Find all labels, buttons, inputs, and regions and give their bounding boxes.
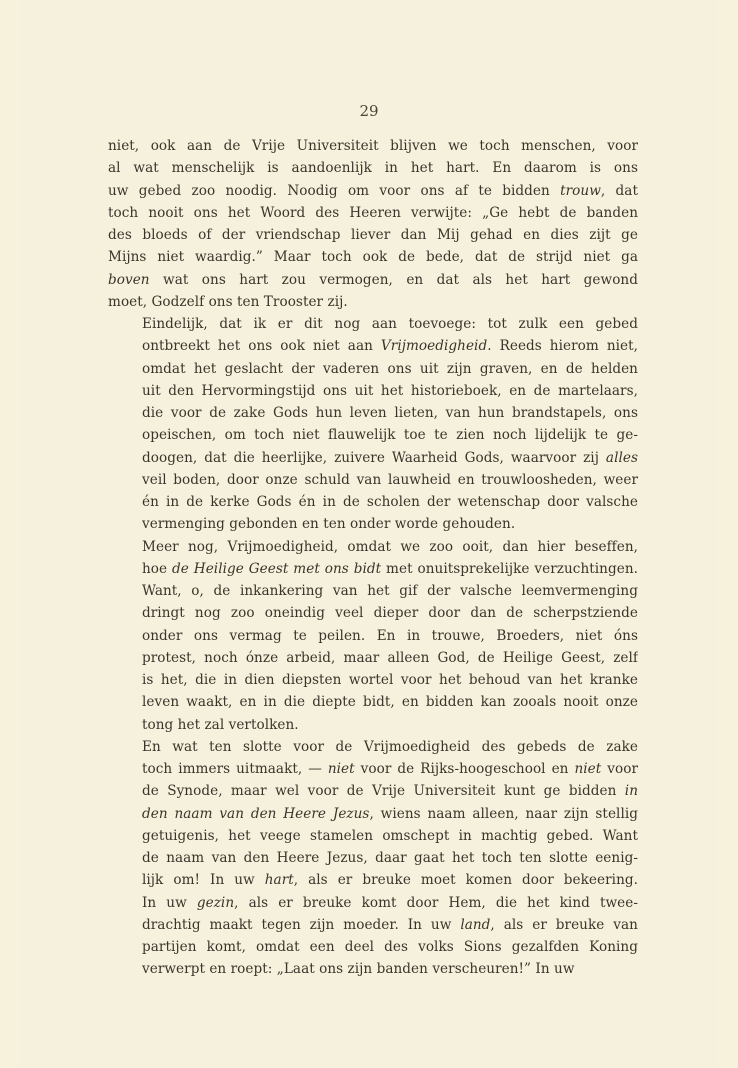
text-line: toch nooit ons het Woord des Heeren verwijte: „Ge hebt de banden (108, 204, 638, 221)
text-line: én in de kerke Gods én in de scholen der wetenschap door valsche (142, 494, 638, 510)
paragraph (108, 536, 638, 736)
text-line: Meer nog, Vrijmoedigheid, omdat we zoo ooit, dan hier beseffen, (142, 538, 638, 555)
text-line: protest, noch ónze arbeid, maar alleen God, de Heilige Geest, zelf (142, 649, 638, 666)
book-page (20, 0, 718, 1068)
text-line: opeischen, om toch niet flauwelijk toe te zien noch lijdelijk te ge- (142, 427, 638, 444)
text-line: den naam van den Heere Jezus, wiens naam alleen, naar zijn stellig (142, 805, 638, 822)
page-number: 29 (359, 102, 379, 120)
text-line: de naam van den Heere Jezus, daar gaat het toch ten slotte eenig- (142, 850, 638, 866)
text-line: onder ons vermag te peilen. En in trouwe, Broeders, niet óns (142, 627, 638, 644)
text-line: vermenging gebonden en ten onder worde gehouden. (142, 516, 516, 533)
text-line: de Synode, maar wel voor de Vrije Universiteit kunt ge bidden in (142, 783, 638, 800)
text-line: uw gebed zoo noodig. Noodig om voor ons af te bidden trouw, dat (108, 182, 638, 199)
text-line: Want, o, de inkankering van het gif der valsche leemvermenging (142, 583, 638, 599)
paragraph (108, 135, 638, 313)
text-line: lijk om! In uw hart, als er breuke moet komen door bekeering. (142, 872, 638, 889)
paragraph (108, 313, 638, 536)
text-line: veil boden, door onze schuld van lauwheid en trouwloosheden, weer (142, 471, 638, 488)
text-line: uit den Hervormingstijd ons uit het historieboek, en de martelaars, (142, 382, 638, 399)
text-line: moet, Godzelf ons ten Trooster zij. (108, 293, 348, 310)
text-line: die voor de zake Gods hun leven lieten, van hun brandstapels, ons (142, 405, 638, 421)
text-line: partijen komt, omdat een deel des volks Sions gezalfden Koning (142, 939, 638, 955)
text-line: drachtig maakt tegen zijn moeder. In uw land, als er breuke van (142, 916, 638, 933)
text-line: ontbreekt het ons ook niet aan Vrijmoedigheid. Reeds hierom niet, (142, 338, 638, 355)
text-line: tong het zal vertolken. (142, 716, 299, 733)
text-line: toch immers uitmaakt, — niet voor de Rijks-hoogeschool en niet voor (142, 761, 638, 777)
text-line: omdat het geslacht der vaderen ons uit zijn graven, en de helden (142, 360, 638, 377)
text-line: leven waakt, en in die diepte bidt, en bidden kan zooals nooit onze (142, 694, 638, 711)
body-text (108, 135, 638, 981)
text-line: In uw gezin, als er breuke komt door Hem, die het kind twee- (142, 894, 638, 911)
text-line: getuigenis, het veege stamelen omschept in machtig gebed. Want (142, 827, 638, 844)
text-line: al wat menschelijk is aandoenlijk in het hart. En daarom is ons (108, 160, 638, 177)
text-line: Eindelijk, dat ik er dit nog aan toevoege: tot zulk een gebed (142, 316, 638, 332)
text-line: En wat ten slotte voor de Vrijmoedigheid des gebeds de zake (142, 738, 638, 755)
text-line: hoe de Heilige Geest met ons bidt met onuitsprekelijke verzuchtingen. (142, 560, 638, 577)
text-line: is het, die in dien diepsten wortel voor het behoud van het kranke (142, 672, 638, 688)
text-line: dringt nog zoo oneindig veel dieper door dan de scherpstziende (142, 605, 638, 622)
text-line: niet, ook aan de Vrije Universiteit blijven we toch menschen, voor (108, 138, 638, 154)
text-line: doogen, dat die heerlijke, zuivere Waarheid Gods, waarvoor zij alles (142, 449, 638, 466)
text-line: Mijns niet waardig.” Maar toch ook de bede, dat de strijd niet ga (108, 249, 638, 266)
text-line: boven wat ons hart zou vermogen, en dat als het hart gewond (108, 271, 638, 288)
text-line: des bloeds of der vriendschap liever dan Mij gehad en dies zijt ge (108, 227, 638, 243)
paragraph (108, 736, 638, 981)
text-line: verwerpt en roept: „Laat ons zijn banden verscheuren!” In uw (142, 961, 575, 978)
